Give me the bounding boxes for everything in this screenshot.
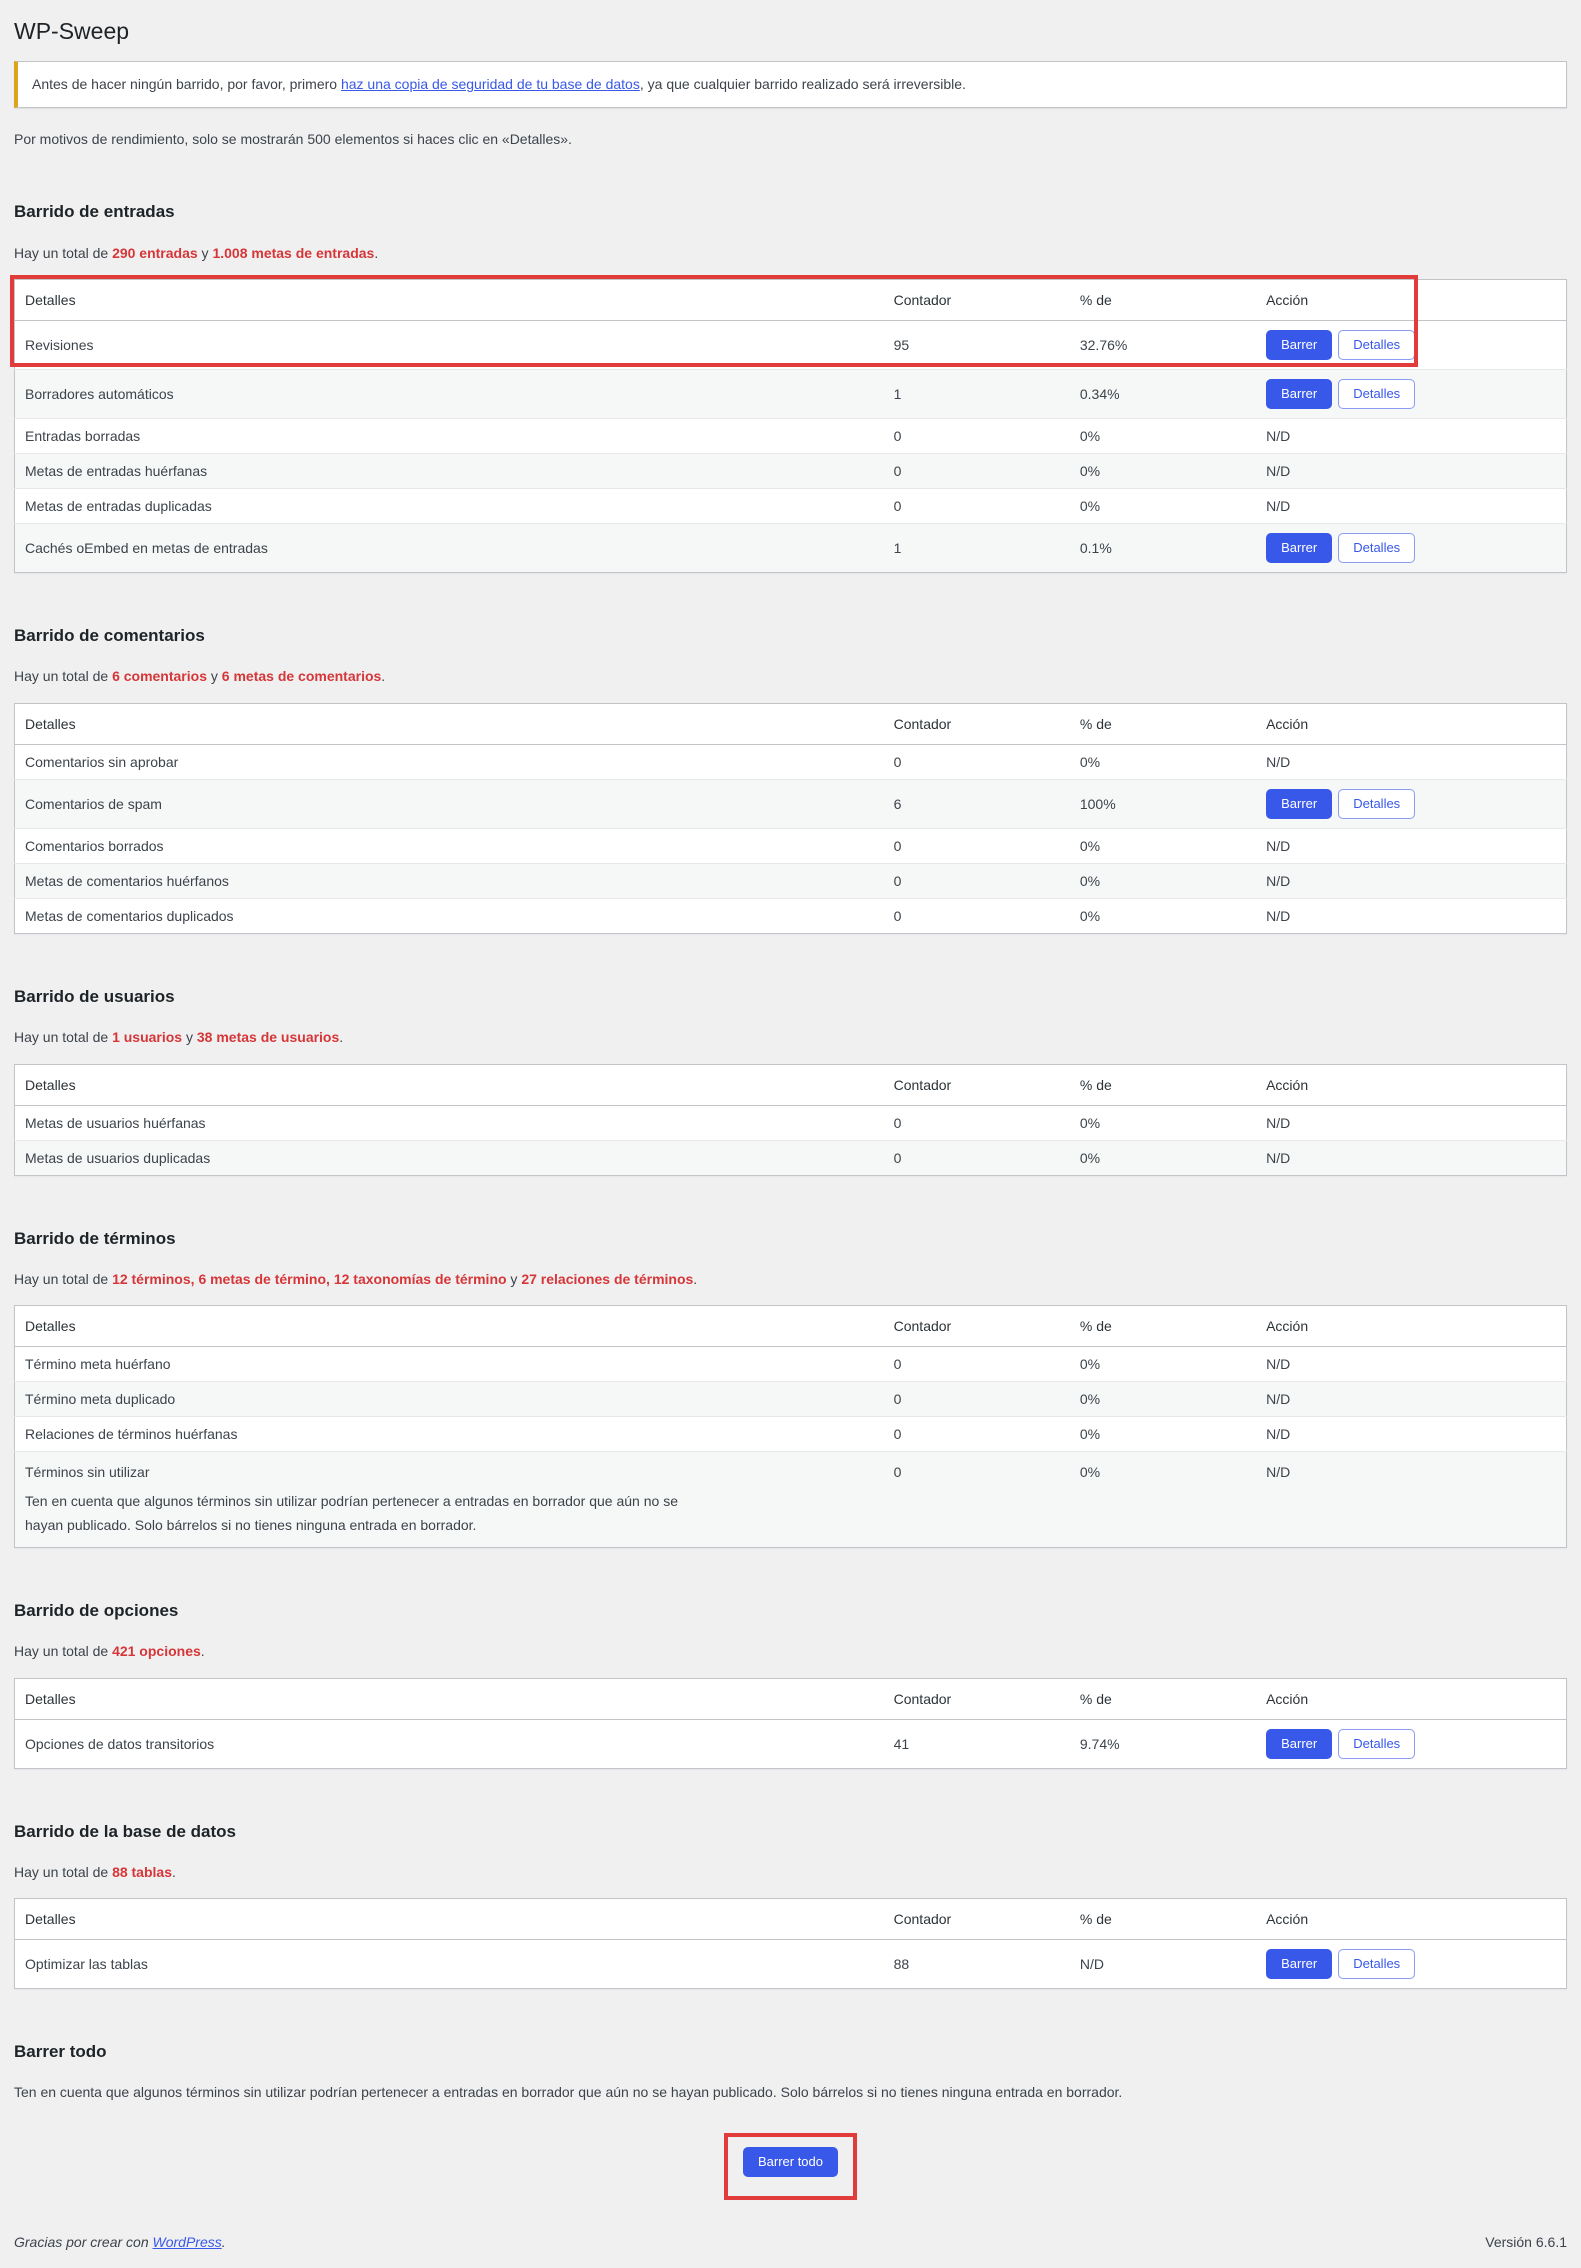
row-action-cell (1256, 1452, 1566, 1548)
details-button[interactable]: Detalles (1338, 1729, 1415, 1759)
row-action-cell (1256, 1940, 1566, 1989)
table-row (15, 1140, 1567, 1175)
table-row (15, 898, 1567, 933)
total-text: y (207, 668, 222, 685)
row-percent-cell: 0% (1070, 1452, 1256, 1548)
not-applicable-label: N/D (1266, 753, 1291, 770)
row-count-cell: 0 (893, 1356, 902, 1373)
column-header-1: Contador (884, 1899, 1070, 1940)
column-header-2: % de (1070, 1306, 1256, 1347)
section-total-terminos (14, 1270, 1567, 1290)
table-row (15, 454, 1567, 489)
not-applicable-label: N/D (1266, 837, 1291, 854)
table-header-row (15, 280, 1567, 321)
sweep-button[interactable]: Barrer (1266, 330, 1332, 360)
details-button[interactable]: Detalles (1338, 379, 1415, 409)
sweep-section-base-de-datos (14, 1821, 1567, 1990)
notice-text-post: , ya que cualquier barrido realizado será irreversible. (639, 75, 966, 92)
table-wrap-usuarios (14, 1064, 1567, 1176)
row-percent-cell: 0% (1070, 454, 1256, 489)
column-header-3: Acción (1256, 1064, 1566, 1105)
row-label-cell (15, 524, 884, 573)
row-action-cell (1256, 1382, 1566, 1417)
table-wrap-entradas (14, 279, 1567, 573)
row-action-cell (1256, 1347, 1566, 1382)
footer-thanks-text: Gracias por crear con (14, 2233, 153, 2250)
table-row (15, 1382, 1567, 1417)
page-title: WP-Sweep (14, 18, 130, 44)
table-row (15, 524, 1567, 573)
section-total-entradas (14, 244, 1567, 264)
not-applicable-label: N/D (1266, 463, 1291, 480)
sweep-section-usuarios (14, 986, 1567, 1176)
section-total-comentarios (14, 667, 1567, 687)
table-row (15, 779, 1567, 828)
row-label: Metas de usuarios duplicadas (25, 1149, 211, 1166)
row-action-cell (1256, 863, 1566, 898)
column-header-3: Acción (1256, 280, 1566, 321)
row-label-cell (15, 1940, 884, 1989)
total-count: 1.008 metas de entradas (212, 244, 375, 261)
row-percent-cell: 0% (1070, 419, 1256, 454)
column-header-1: Contador (884, 280, 1070, 321)
row-label-cell (15, 828, 884, 863)
sweep-button[interactable]: Barrer (1266, 533, 1332, 563)
total-text: y (182, 1028, 197, 1045)
column-header-2: % de (1070, 1678, 1256, 1719)
table-row (15, 1105, 1567, 1140)
total-text: . (374, 244, 379, 261)
row-percent-cell: 0.34% (1070, 370, 1256, 419)
sweep-all-section (14, 2041, 1567, 2200)
sweep-table-terminos (14, 1305, 1567, 1548)
table-row (15, 1719, 1567, 1768)
row-count-cell: 0 (884, 1417, 1070, 1452)
column-header-1: Contador (884, 1678, 1070, 1719)
total-text: . (200, 1642, 205, 1659)
table-row (15, 370, 1567, 419)
row-action-cell (1256, 370, 1566, 419)
row-count-cell: 0 (884, 1382, 1070, 1417)
section-heading-comentarios: Barrido de comentarios (14, 626, 205, 646)
row-label: Metas de usuarios huérfanas (25, 1114, 206, 1131)
table-row (15, 489, 1567, 524)
row-label-cell (15, 1347, 884, 1382)
row-count-cell: 0 (884, 863, 1070, 898)
total-text: Hay un total de (14, 1270, 113, 1287)
not-applicable-label: N/D (1266, 1464, 1291, 1481)
sweep-table-comentarios (14, 703, 1567, 934)
footer-thanks (14, 2234, 226, 2250)
total-text: Hay un total de (14, 668, 113, 685)
column-header-2: % de (1070, 280, 1256, 321)
admin-footer (14, 2234, 1567, 2258)
row-count-cell: 0 (884, 828, 1070, 863)
row-count-cell: 41 (893, 1735, 910, 1752)
row-percent-cell: 32.76% (1079, 337, 1128, 354)
total-count: 38 metas de usuarios (196, 1028, 340, 1045)
row-label-cell (15, 454, 884, 489)
table-row (15, 744, 1567, 779)
sweep-section-comentarios (14, 625, 1567, 934)
total-text: Hay un total de (14, 1028, 113, 1045)
row-percent-cell: 9.74% (1079, 1735, 1120, 1752)
row-count-cell: 0 (893, 753, 902, 770)
not-applicable-label: N/D (1266, 1391, 1291, 1408)
sweep-all-button[interactable]: Barrer todo (743, 2147, 838, 2177)
row-label-cell (15, 1417, 884, 1452)
table-row (15, 1347, 1567, 1382)
row-count-cell: 88 (893, 1956, 910, 1973)
details-button[interactable]: Detalles (1338, 330, 1415, 360)
row-label-cell (15, 419, 884, 454)
column-header-0: Detalles (15, 1678, 884, 1719)
table-row (15, 828, 1567, 863)
section-heading-opciones: Barrido de opciones (14, 1600, 179, 1620)
table-row (15, 1940, 1567, 1989)
row-action-cell (1256, 1719, 1566, 1768)
not-applicable-label: N/D (1266, 872, 1291, 889)
row-percent-cell: 0% (1070, 1382, 1256, 1417)
column-header-3: Acción (1256, 1306, 1566, 1347)
row-label: Términos sin utilizar (25, 1464, 150, 1481)
total-count: 12 taxonomías de término (333, 1270, 507, 1287)
row-count-cell: 0 (884, 1140, 1070, 1175)
row-label: Comentarios sin aprobar (25, 753, 179, 770)
details-button[interactable]: Detalles (1338, 533, 1415, 563)
total-text: y (506, 1270, 522, 1287)
not-applicable-label: N/D (1266, 1426, 1291, 1443)
sweep-button[interactable]: Barrer (1266, 1729, 1332, 1759)
sweep-section-opciones (14, 1600, 1567, 1769)
total-count: 6 metas de comentarios (221, 668, 382, 685)
row-percent-cell: 0% (1070, 1140, 1256, 1175)
row-percent-cell: 0% (1070, 898, 1256, 933)
sweep-all-heading: Barrer todo (14, 2042, 107, 2062)
row-percent-cell: 100% (1070, 779, 1256, 828)
sweep-all-note: Ten en cuenta que algunos términos sin utilizar podrían pertenecer a entradas en borrador que aún no se hayan publicado. Solo bárrelos si no tienes ninguna entrada en borrador. (14, 2084, 1123, 2101)
total-count: 6 comentarios (112, 668, 207, 685)
row-label: Optimizar las tablas (25, 1956, 148, 1973)
row-count-cell: 0 (893, 1114, 902, 1131)
sweep-section-entradas (14, 201, 1567, 573)
total-text: . (381, 668, 386, 685)
column-header-0: Detalles (15, 1064, 884, 1105)
row-label: Metas de entradas duplicadas (25, 498, 212, 515)
backup-warning-notice (14, 61, 1567, 108)
sweep-table-base-de-datos (14, 1898, 1567, 1989)
section-heading-base-de-datos: Barrido de la base de datos (14, 1821, 237, 1841)
row-percent-cell: N/D (1079, 1956, 1104, 1973)
table-header-row (15, 703, 1567, 744)
table-row (15, 1417, 1567, 1452)
row-label-cell (15, 1382, 884, 1417)
sweep-button[interactable]: Barrer (1266, 1949, 1332, 1979)
table-wrap-comentarios (14, 703, 1567, 934)
row-label: Revisiones (25, 337, 94, 354)
row-count-cell: 0 (884, 898, 1070, 933)
row-percent-cell: 0% (1070, 863, 1256, 898)
column-header-1: Contador (884, 1306, 1070, 1347)
table-wrap-terminos (14, 1305, 1567, 1548)
footer-version: Versión 6.6.1 (1485, 2233, 1567, 2250)
row-count-cell: 1 (884, 370, 1070, 419)
row-percent-cell: 0% (1070, 1417, 1256, 1452)
row-percent-cell: 0% (1070, 828, 1256, 863)
sweep-button[interactable]: Barrer (1266, 379, 1332, 409)
row-action-cell (1256, 828, 1566, 863)
row-percent-cell: 0% (1079, 753, 1101, 770)
section-heading-usuarios: Barrido de usuarios (14, 986, 175, 1006)
row-action-cell (1256, 321, 1566, 370)
row-percent-cell: 0% (1079, 1356, 1101, 1373)
sweep-button[interactable]: Barrer (1266, 789, 1332, 819)
sweep-sections (14, 201, 1567, 1989)
column-header-3: Acción (1256, 1678, 1566, 1719)
row-percent-cell: 0% (1079, 1114, 1101, 1131)
row-label: Cachés oEmbed en metas de entradas (25, 540, 268, 557)
total-text: . (693, 1270, 698, 1287)
column-header-1: Contador (884, 703, 1070, 744)
total-text: Hay un total de (14, 244, 113, 261)
row-action-cell (1256, 1140, 1566, 1175)
row-label: Entradas borradas (25, 428, 141, 445)
row-count-cell: 0 (884, 1452, 1070, 1548)
row-label-cell (15, 1719, 884, 1768)
row-action-cell (1256, 419, 1566, 454)
table-header-row (15, 1306, 1567, 1347)
row-action-cell (1256, 898, 1566, 933)
table-header-row (15, 1678, 1567, 1719)
row-label-cell (15, 1452, 884, 1548)
column-header-0: Detalles (15, 280, 884, 321)
row-action-cell (1256, 1105, 1566, 1140)
row-count-cell: 0 (884, 489, 1070, 524)
column-header-2: % de (1070, 1899, 1256, 1940)
sweep-table-entradas (14, 279, 1567, 573)
row-percent-cell: 0.1% (1070, 524, 1256, 573)
total-count: 1 usuarios (112, 1028, 183, 1045)
section-heading-entradas: Barrido de entradas (14, 202, 175, 222)
table-wrap-base-de-datos (14, 1898, 1567, 1989)
column-header-1: Contador (884, 1064, 1070, 1105)
row-action-cell (1256, 744, 1566, 779)
table-row (15, 863, 1567, 898)
row-label: Metas de comentarios duplicados (25, 907, 234, 924)
column-header-3: Acción (1256, 703, 1566, 744)
row-label-cell (15, 1105, 884, 1140)
column-header-0: Detalles (15, 1899, 884, 1940)
row-label: Metas de entradas huérfanas (25, 463, 208, 480)
row-label-cell (15, 370, 884, 419)
row-label-cell (15, 744, 884, 779)
not-applicable-label: N/D (1266, 1114, 1291, 1131)
row-label: Comentarios de spam (25, 795, 162, 812)
section-total-usuarios (14, 1028, 1567, 1048)
row-action-cell (1256, 524, 1566, 573)
total-text: . (172, 1863, 176, 1880)
table-row (15, 1452, 1567, 1548)
details-button[interactable]: Detalles (1338, 789, 1415, 819)
not-applicable-label: N/D (1266, 498, 1291, 515)
row-action-cell (1256, 1417, 1566, 1452)
table-row (15, 321, 1567, 370)
sweep-section-terminos (14, 1228, 1567, 1548)
row-count-cell: 0 (884, 454, 1070, 489)
row-label-cell (15, 863, 884, 898)
table-row (15, 419, 1567, 454)
column-header-2: % de (1070, 1064, 1256, 1105)
total-count: 12 términos, (112, 1270, 195, 1287)
row-count-cell: 6 (884, 779, 1070, 828)
performance-note: Por motivos de rendimiento, solo se mostrarán 500 elementos si haces clic en «Detalles». (14, 130, 572, 147)
total-text: . (339, 1028, 344, 1045)
row-count-cell: 1 (884, 524, 1070, 573)
not-applicable-label: N/D (1266, 428, 1291, 445)
column-header-3: Acción (1256, 1899, 1566, 1940)
annotation-box-sweep-all (724, 2133, 857, 2200)
backup-database-link[interactable]: haz una copia de seguridad de tu base de datos (340, 75, 640, 92)
total-count: 27 relaciones de términos (521, 1270, 694, 1287)
wordpress-link[interactable]: WordPress (152, 2233, 222, 2250)
column-header-0: Detalles (15, 703, 884, 744)
notice-text-pre: Antes de hacer ningún barrido, por favor, primero (32, 75, 341, 92)
section-heading-terminos: Barrido de términos (14, 1228, 176, 1248)
row-count-cell: 0 (884, 419, 1070, 454)
not-applicable-label: N/D (1266, 907, 1291, 924)
total-count: 421 opciones (112, 1642, 201, 1659)
total-text: Hay un total de (14, 1863, 113, 1880)
row-percent-cell: 0% (1070, 489, 1256, 524)
details-button[interactable]: Detalles (1338, 1949, 1415, 1979)
column-header-2: % de (1070, 703, 1256, 744)
row-count-cell: 95 (893, 337, 910, 354)
table-header-row (15, 1899, 1567, 1940)
footer-thanks-period: . (221, 2233, 226, 2250)
row-label: Borradores automáticos (25, 386, 174, 403)
row-label-cell (15, 1140, 884, 1175)
section-total-opciones (14, 1642, 1567, 1662)
row-label-cell (15, 898, 884, 933)
row-label: Comentarios borrados (25, 837, 164, 854)
row-label: Metas de comentarios huérfanos (25, 872, 229, 889)
total-text: y (197, 244, 213, 261)
column-header-0: Detalles (15, 1306, 884, 1347)
row-action-cell (1256, 454, 1566, 489)
row-label: Término meta huérfano (25, 1356, 171, 1373)
total-count: 88 tablas (112, 1863, 172, 1880)
table-header-row (15, 1064, 1567, 1105)
sweep-table-opciones (14, 1678, 1567, 1769)
total-count: 6 metas de término, (198, 1270, 330, 1287)
row-label: Término meta duplicado (25, 1391, 176, 1408)
row-label-cell (15, 489, 884, 524)
not-applicable-label: N/D (1266, 1356, 1291, 1373)
row-action-cell (1256, 489, 1566, 524)
row-note: Ten en cuenta que algunos términos sin utilizar podrían pertenecer a entradas en borrador que aún no se hayan publicado. Solo bárrelos si no tienes ninguna entrada en borrador. (25, 1493, 678, 1534)
sweep-table-usuarios (14, 1064, 1567, 1176)
row-action-cell (1256, 779, 1566, 828)
row-label: Relaciones de términos huérfanas (25, 1426, 238, 1443)
not-applicable-label: N/D (1266, 1149, 1291, 1166)
section-total-base-de-datos (14, 1863, 1567, 1883)
row-label-cell (15, 779, 884, 828)
total-count: 290 entradas (112, 244, 198, 261)
total-text: Hay un total de (14, 1642, 113, 1659)
table-wrap-opciones (14, 1678, 1567, 1769)
row-label: Opciones de datos transitorios (25, 1735, 215, 1752)
row-label-cell (15, 321, 884, 370)
